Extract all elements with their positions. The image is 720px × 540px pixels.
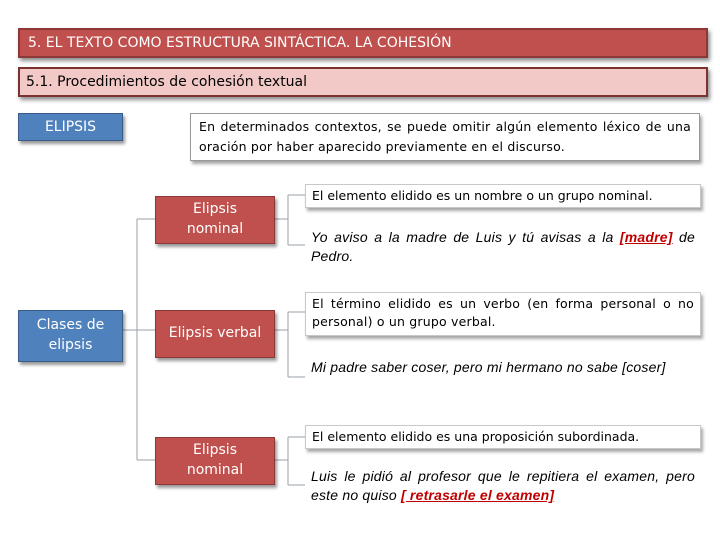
section-subtitle: 5.1. Procedimientos de cohesión textual — [18, 67, 708, 97]
type-2-description — [305, 292, 701, 336]
classes-label: Clases de elipsis — [36, 317, 105, 353]
type-1-description — [305, 184, 701, 208]
example-insert: [madre] — [619, 229, 673, 245]
type-name: Elipsis verbal — [168, 325, 262, 342]
description-text: El elemento elidido es un nombre o un grupo nominal. — [312, 188, 653, 203]
example-insert: [ retrasarle el examen] — [400, 487, 555, 503]
classes-box — [18, 310, 123, 362]
example-tail: de Pedro. — [311, 229, 695, 264]
type-box-2 — [155, 310, 275, 358]
definition-text: En determinados contextos, se puede omitir algún elemento léxico de una oración por haber aparecido previamente en el discurso. — [199, 119, 691, 154]
description-text: El elemento elidido es una proposición subordinada. — [312, 429, 640, 444]
example-text: Luis le pidió al profesor que le repitiera el examen, pero este no quiso — [311, 468, 695, 503]
description-text: El término elidido es un verbo (en forma personal o no personal) o un grupo verbal. — [312, 296, 694, 329]
type-1-example — [305, 228, 701, 270]
type-box-1 — [155, 196, 275, 244]
type-name: Elipsis nominal — [186, 442, 244, 478]
type-3-description — [305, 425, 701, 449]
type-box-3 — [155, 437, 275, 485]
type-name: Elipsis nominal — [186, 201, 244, 237]
page-title: 5. EL TEXTO COMO ESTRUCTURA SINTÁCTICA. LA COHESIÓN — [18, 28, 708, 58]
example-text: Mi padre saber coser, pero mi hermano no sabe [coser] — [311, 359, 666, 375]
topic-label: ELIPSIS — [44, 119, 97, 135]
example-text: Yo aviso a la madre de Luis y tú avisas a la — [311, 229, 620, 245]
type-3-example — [305, 467, 701, 509]
type-2-example — [305, 358, 701, 400]
